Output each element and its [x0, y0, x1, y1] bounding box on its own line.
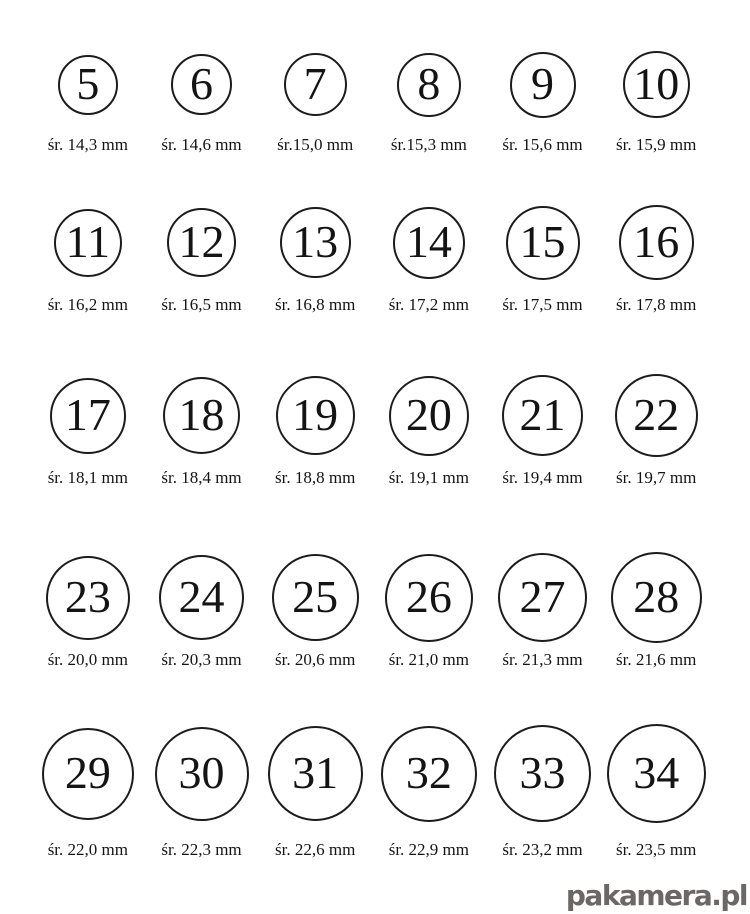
- ring-size-number: 10: [633, 57, 680, 109]
- ring-circle: [494, 725, 591, 822]
- ring-size-item: [258, 51, 372, 155]
- ring-size-number: 25: [292, 570, 339, 622]
- ring-size-item: [372, 552, 486, 670]
- ring-circle: [155, 727, 249, 821]
- ring-size-item: [486, 374, 600, 488]
- ring-size-item: [372, 205, 486, 315]
- ring-size-item: [599, 205, 713, 315]
- ring-circle-zone: [389, 374, 469, 457]
- ring-circle: [280, 207, 351, 278]
- ring-diameter-label: śr. 16,8 mm: [275, 295, 356, 314]
- ring-size-item: [486, 724, 600, 860]
- ring-size-item: [486, 51, 600, 155]
- ring-size-item: [145, 552, 259, 670]
- ring-size-item: [599, 724, 713, 860]
- ring-circle: [42, 728, 134, 820]
- ring-size-item: [31, 205, 145, 315]
- ring-circle-zone: [393, 205, 465, 280]
- ring-circle-zone: [46, 552, 130, 643]
- ring-circle: [58, 55, 118, 115]
- ring-circle-zone: [272, 552, 359, 643]
- ring-diameter-label: śr. 21,0 mm: [388, 650, 469, 669]
- ring-size-number: 22: [633, 388, 680, 440]
- ring-size-number: 14: [405, 215, 452, 267]
- ring-diameter-label: śr. 20,3 mm: [161, 650, 242, 669]
- ring-size-number: 28: [633, 570, 680, 622]
- ring-size-number: 27: [519, 570, 566, 622]
- ring-size-item: [31, 724, 145, 860]
- ring-size-item: [258, 724, 372, 860]
- ring-circle: [510, 52, 576, 118]
- ring-diameter-label: śr. 19,4 mm: [502, 468, 583, 487]
- ring-diameter-label: śr. 18,1 mm: [47, 468, 128, 487]
- ring-size-number: 34: [633, 746, 680, 798]
- ring-circle: [46, 556, 130, 640]
- ring-circle-zone: [498, 552, 587, 643]
- ring-size-number: 19: [292, 388, 339, 440]
- ring-size-item: [145, 205, 259, 315]
- ring-circle-zone: [268, 724, 363, 823]
- ring-size-item: [372, 51, 486, 155]
- ring-size-number: 26: [405, 570, 452, 622]
- ring-circle: [397, 53, 461, 117]
- ring-size-item: [145, 724, 259, 860]
- ring-circle-zone: [276, 374, 355, 457]
- ring-size-row: [31, 552, 713, 670]
- ring-circle-zone: [381, 724, 477, 823]
- ring-size-grid: [31, 0, 713, 860]
- ring-diameter-label: śr. 21,6 mm: [616, 650, 697, 669]
- ring-diameter-label: śr. 18,4 mm: [161, 468, 242, 487]
- ring-circle: [284, 53, 347, 116]
- ring-diameter-label: śr. 22,0 mm: [47, 840, 128, 859]
- ring-size-item: [258, 552, 372, 670]
- ring-circle: [611, 552, 702, 643]
- ring-circle: [607, 724, 706, 823]
- ring-circle: [393, 207, 465, 279]
- ring-size-item: [258, 374, 372, 488]
- ring-circle-zone: [502, 374, 583, 457]
- ring-circle-zone: [58, 51, 118, 118]
- ring-size-number: 30: [178, 746, 225, 798]
- ring-size-number: 15: [519, 215, 566, 267]
- ring-size-number: 12: [178, 215, 225, 267]
- ring-circle: [167, 208, 236, 277]
- ring-diameter-label: śr.15,0 mm: [277, 135, 354, 154]
- ring-diameter-label: śr. 17,5 mm: [502, 295, 583, 314]
- ring-circle: [615, 374, 698, 457]
- ring-size-item: [145, 51, 259, 155]
- ring-diameter-label: śr. 23,5 mm: [616, 840, 697, 859]
- ring-circle-zone: [159, 552, 244, 643]
- ring-size-number: 16: [633, 215, 680, 267]
- ring-size-number: 24: [178, 570, 225, 622]
- ring-diameter-label: śr. 22,3 mm: [161, 840, 242, 859]
- ring-circle-zone: [42, 724, 134, 823]
- ring-size-number: 17: [64, 388, 111, 440]
- ring-size-item: [145, 374, 259, 488]
- ring-size-row: [31, 724, 713, 860]
- ring-circle-zone: [615, 374, 698, 457]
- ring-circle: [159, 555, 244, 640]
- ring-size-item: [599, 552, 713, 670]
- ring-diameter-label: śr. 20,0 mm: [47, 650, 128, 669]
- ring-size-item: [31, 552, 145, 670]
- ring-diameter-label: śr. 23,2 mm: [502, 840, 583, 859]
- ring-size-item: [599, 51, 713, 155]
- ring-circle-zone: [54, 205, 122, 280]
- ring-circle-zone: [163, 374, 240, 457]
- ring-circle-zone: [167, 205, 236, 280]
- ring-circle: [385, 554, 473, 642]
- ring-size-row: [31, 374, 713, 488]
- ring-diameter-label: śr. 19,1 mm: [388, 468, 469, 487]
- ring-diameter-label: śr. 16,2 mm: [47, 295, 128, 314]
- ring-circle-zone: [611, 552, 702, 643]
- ring-circle: [623, 51, 690, 118]
- ring-size-item: [258, 205, 372, 315]
- ring-circle-zone: [385, 552, 473, 643]
- ring-circle-zone: [607, 724, 706, 823]
- ring-size-number: 5: [76, 57, 100, 109]
- ring-circle: [54, 209, 122, 277]
- ring-diameter-label: śr. 16,5 mm: [161, 295, 242, 314]
- ring-size-number: 11: [65, 215, 110, 267]
- ring-size-item: [31, 51, 145, 155]
- ring-size-number: 29: [64, 746, 111, 798]
- ring-size-number: 23: [64, 570, 111, 622]
- ring-diameter-label: śr. 20,6 mm: [275, 650, 356, 669]
- ring-size-item: [372, 374, 486, 488]
- pakamera-watermark-logo: pakamera.pl: [565, 879, 747, 912]
- ring-circle: [381, 726, 477, 822]
- ring-diameter-label: śr. 15,6 mm: [502, 135, 583, 154]
- ring-size-item: [486, 205, 600, 315]
- ring-circle: [163, 377, 240, 454]
- ring-circle: [498, 553, 587, 642]
- ring-circle: [268, 726, 363, 821]
- ring-circle: [171, 54, 232, 115]
- ring-circle: [272, 554, 359, 641]
- ring-size-number: 13: [292, 215, 339, 267]
- ring-circle-zone: [510, 51, 576, 118]
- ring-diameter-label: śr. 21,3 mm: [502, 650, 583, 669]
- ring-size-item: [31, 374, 145, 488]
- ring-diameter-label: śr. 19,7 mm: [616, 468, 697, 487]
- ring-circle-zone: [623, 51, 690, 118]
- ring-circle-zone: [397, 51, 461, 118]
- ring-size-number: 33: [519, 746, 566, 798]
- ring-circle-zone: [284, 51, 347, 118]
- ring-diameter-label: śr. 22,6 mm: [275, 840, 356, 859]
- ring-circle-zone: [280, 205, 351, 280]
- ring-size-number: 32: [405, 746, 452, 798]
- ring-circle-zone: [155, 724, 249, 823]
- ring-size-row: [31, 51, 713, 155]
- ring-size-number: 31: [292, 746, 339, 798]
- ring-diameter-label: śr. 14,6 mm: [161, 135, 242, 154]
- ring-circle: [506, 206, 580, 280]
- ring-circle: [619, 205, 694, 280]
- ring-diameter-label: śr. 14,3 mm: [47, 135, 128, 154]
- ring-size-item: [372, 724, 486, 860]
- ring-diameter-label: śr. 15,9 mm: [616, 135, 697, 154]
- ring-size-number: 6: [190, 57, 213, 109]
- ring-diameter-label: śr.15,3 mm: [390, 135, 467, 154]
- ring-size-item: [486, 552, 600, 670]
- ring-size-number: 18: [178, 388, 225, 440]
- ring-diameter-label: śr. 18,8 mm: [275, 468, 356, 487]
- ring-circle: [50, 378, 126, 454]
- ring-size-number: 9: [531, 57, 555, 109]
- ring-diameter-label: śr. 22,9 mm: [388, 840, 469, 859]
- ring-size-number: 21: [519, 388, 566, 440]
- ring-size-number: 20: [405, 388, 452, 440]
- ring-circle: [502, 375, 583, 456]
- ring-circle-zone: [171, 51, 232, 118]
- ring-circle-zone: [619, 205, 694, 280]
- ring-size-item: [599, 374, 713, 488]
- ring-circle: [276, 376, 355, 455]
- ring-circle-zone: [50, 374, 126, 457]
- ring-size-number: 8: [417, 57, 441, 109]
- ring-circle: [389, 376, 469, 456]
- ring-circle-zone: [506, 205, 580, 280]
- ring-size-row: [31, 205, 713, 315]
- ring-size-number: 7: [303, 57, 327, 109]
- ring-diameter-label: śr. 17,2 mm: [388, 295, 469, 314]
- ring-diameter-label: śr. 17,8 mm: [616, 295, 697, 314]
- ring-circle-zone: [494, 724, 591, 823]
